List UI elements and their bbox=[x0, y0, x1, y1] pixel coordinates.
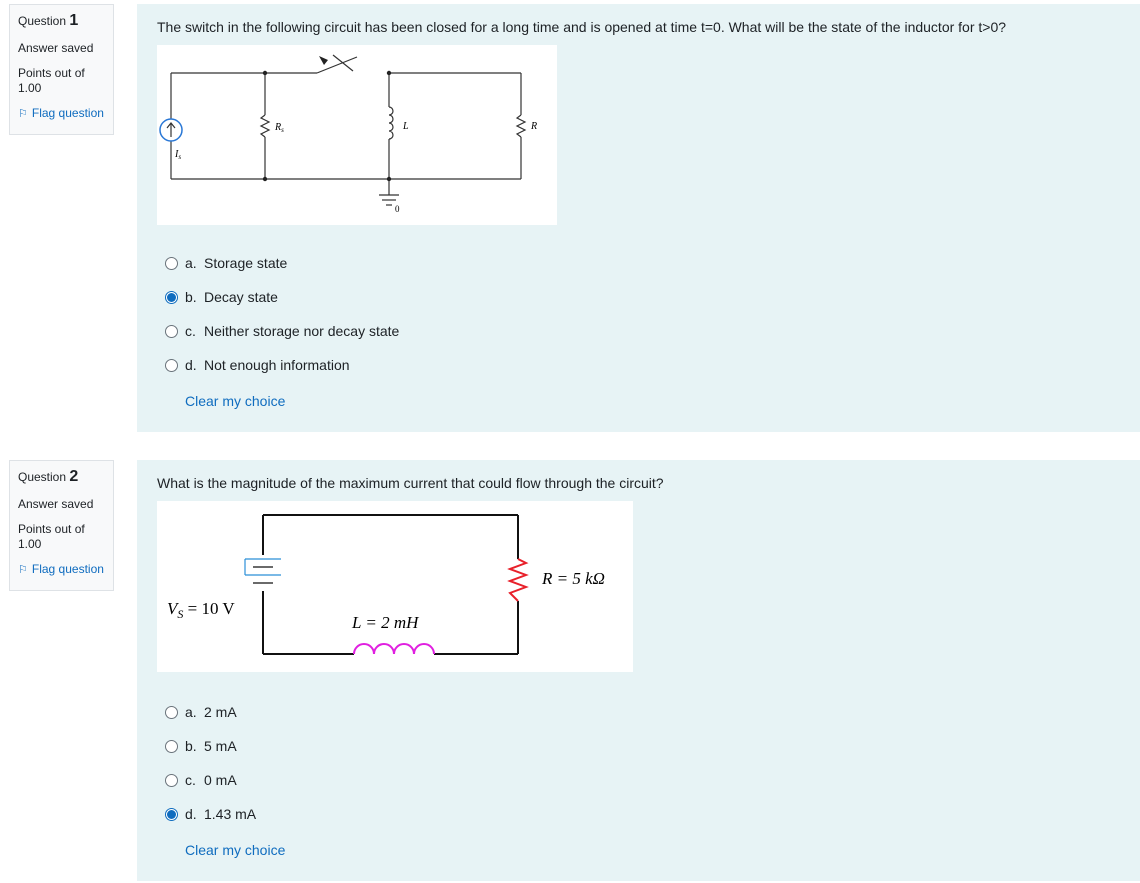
question-number: Question 1 bbox=[18, 12, 79, 29]
answer-options bbox=[165, 695, 256, 831]
flag-icon: ⚐ bbox=[18, 108, 28, 120]
question-text: What is the magnitude of the maximum current that could flow through the circuit? bbox=[157, 475, 664, 491]
radio-button[interactable] bbox=[165, 325, 178, 338]
vs-label: $V_S = 10$ V bbox=[167, 599, 235, 621]
answer-option-a[interactable]: a. 2 mA bbox=[165, 695, 256, 729]
answer-option-a[interactable]: a. Storage state bbox=[165, 246, 399, 280]
flag-icon: ⚐ bbox=[18, 564, 28, 576]
answer-options bbox=[165, 246, 399, 382]
flag-question-link[interactable]: ⚐ Flag question bbox=[18, 106, 104, 120]
question-2-content bbox=[137, 460, 1140, 881]
radio-button[interactable] bbox=[165, 257, 178, 270]
radio-button[interactable] bbox=[165, 740, 178, 753]
radio-button[interactable] bbox=[165, 706, 178, 719]
r-label: R bbox=[531, 121, 538, 132]
l-label: L bbox=[403, 121, 409, 132]
question-1-info bbox=[9, 4, 114, 135]
question-state: Answer saved bbox=[18, 41, 94, 55]
flag-question-link[interactable]: ⚐ Flag question bbox=[18, 562, 104, 576]
is-label: $I_s$ bbox=[175, 149, 182, 161]
answer-option-b[interactable]: b. 5 mA bbox=[165, 729, 256, 763]
radio-button[interactable] bbox=[165, 774, 178, 787]
question-2-info bbox=[9, 460, 114, 591]
answer-option-c[interactable]: c. Neither storage nor decay state bbox=[165, 314, 399, 348]
answer-option-d[interactable]: d. Not enough information bbox=[165, 348, 399, 382]
question-text: The switch in the following circuit has been closed for a long time and is opened at time t=0. What will be the state of the inductor for t>0? bbox=[157, 19, 1007, 35]
clear-my-choice-link[interactable]: Clear my choice bbox=[185, 393, 286, 409]
radio-button-checked[interactable] bbox=[165, 808, 178, 821]
radio-button-checked[interactable] bbox=[165, 291, 178, 304]
circuit-figure bbox=[157, 45, 557, 225]
question-state: Answer saved bbox=[18, 497, 94, 511]
ground-label: 0 bbox=[395, 204, 400, 214]
circuit-diagram-1 bbox=[157, 45, 557, 225]
r-value-label: R = 5 kΩ bbox=[542, 569, 605, 588]
question-number: Question 2 bbox=[18, 468, 79, 485]
clear-my-choice-link[interactable]: Clear my choice bbox=[185, 842, 286, 858]
answer-option-c[interactable]: c. 0 mA bbox=[165, 763, 256, 797]
answer-option-d[interactable]: d. 1.43 mA bbox=[165, 797, 256, 831]
circuit-figure bbox=[157, 501, 633, 672]
answer-option-b[interactable]: b. Decay state bbox=[165, 280, 399, 314]
radio-button[interactable] bbox=[165, 359, 178, 372]
rs-label: $R_s$ bbox=[275, 122, 284, 134]
question-points: Points out of 1.00 bbox=[18, 522, 85, 551]
circuit-diagram-2 bbox=[157, 501, 633, 672]
question-1-content bbox=[137, 4, 1140, 432]
question-points: Points out of 1.00 bbox=[18, 66, 85, 95]
l-value-label: L = 2 mH bbox=[352, 613, 419, 632]
